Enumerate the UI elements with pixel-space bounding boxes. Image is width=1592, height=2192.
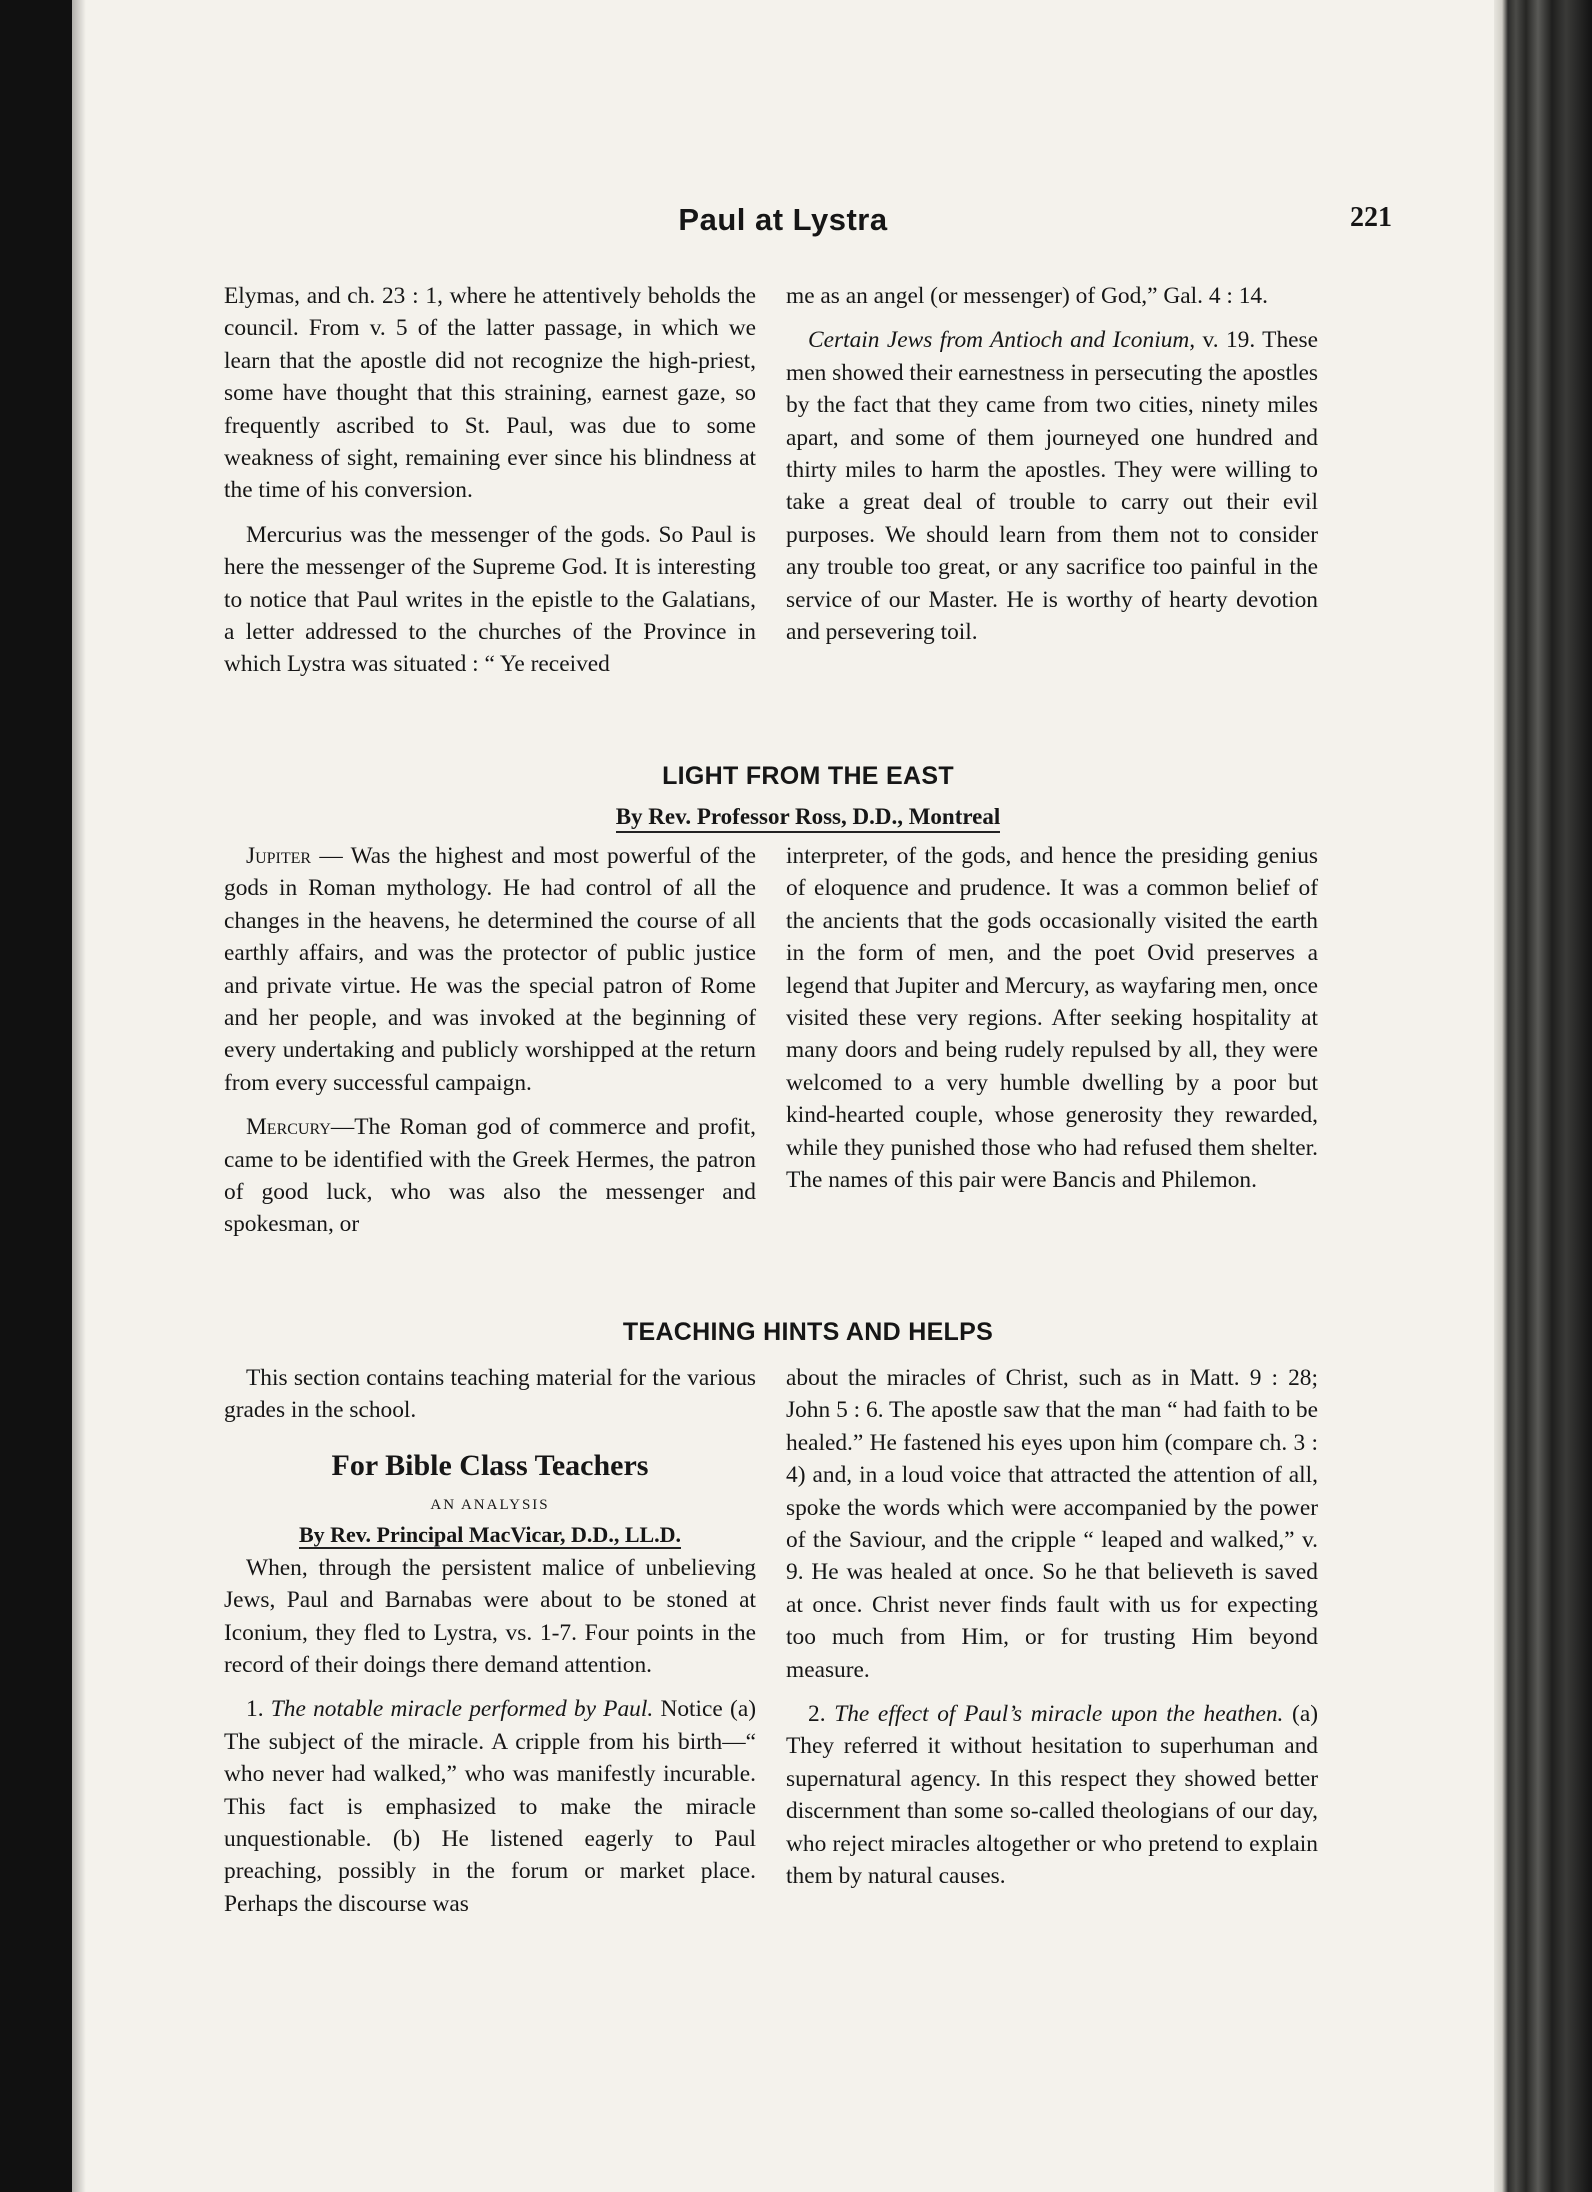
analysis-label: AN ANALYSIS	[430, 1496, 550, 1513]
point-number: 1.	[246, 1696, 271, 1723]
byline-macvicar	[224, 1522, 756, 1548]
sub-heading-bible-class: For Bible Class Teachers	[331, 1448, 649, 1482]
italic-lead: Certain Jews from Antioch and Iconium,	[808, 327, 1196, 354]
italic-lead: The notable miracle performed by Paul.	[270, 1696, 654, 1723]
paragraph-jupiter	[224, 840, 756, 1099]
running-header	[72, 202, 1494, 242]
term-jupiter: Jupiter	[246, 843, 312, 869]
italic-lead: The effect of Paul’s miracle upon the heathen.	[834, 1701, 1284, 1728]
paragraph: Mercurius was the messenger of the gods. So Paul is here the messenger of the Supreme God. It is interesting to notice that Paul writes in the epistle to the Galatians, a letter addressed to the churches of the Province in which Lystra was situated : “ Ye received	[224, 521, 756, 678]
paragraph: me as an angel (or messenger) of God,” Gal. 4 : 14.	[786, 283, 1268, 309]
byline-text: By Rev. Principal MacVicar, D.D., LL.D.	[298, 1521, 682, 1547]
paragraph-point-1	[224, 1693, 756, 1920]
teaching-right-column	[786, 1362, 1318, 1893]
light-right-column	[786, 840, 1318, 1196]
top-left-column	[224, 280, 756, 681]
page-title: Paul at Lystra	[678, 202, 888, 237]
gutter-shadow	[72, 0, 86, 2192]
section-heading-light-from-the-east: LIGHT FROM THE EAST	[662, 762, 954, 790]
paragraph: about the miracles of Christ, such as in Matt. 9 : 28; John 5 : 6. The apostle saw that the man “ had faith to be healed.” He fastened his eyes upon him (compare ch. 3 : 4) and, in a loud voice that attracted the attention of all, spoke the words which were accompanied by the power of the Saviour, and the cripple “ leaped and walked,” v. 9. He was healed at once. So he that believeth is saved at once. Christ never finds fault with us for expecting too much from Him, or for trusting Him beyond measure.	[786, 1365, 1318, 1683]
paragraph-mercury	[224, 1111, 756, 1241]
paragraph: interpreter, of the gods, and hence the presiding genius of eloquence and prudence. It was a common belief of the ancients that the gods occasionally visited the earth in the form of men, and the poet Ovid preserves a legend that Jupiter and Mercury, as wayfaring men, once visited these very regions. After seeking hospitality at many doors and being rudely repulsed by all, they were welcomed to a very humble dwelling by a poor but kind-hearted couple, whose generosity they rewarded, while they punished those who had refused them shelter. The names of this pair were Bancis and Philemon.	[786, 843, 1318, 1194]
section-heading-teaching-hints: TEACHING HINTS AND HELPS	[622, 1318, 994, 1346]
byline-ross	[224, 804, 1392, 830]
book-page	[72, 0, 1494, 2192]
paragraph	[786, 324, 1318, 648]
page-number: 221	[1350, 202, 1392, 233]
paragraph-text: (a) They referred it without hesitation to superhuman and supernatural agency. In this respect they showed better discernment than some so-called theologians of our day, who reject miracles altogether or who pretend to explain them by natural causes.	[786, 1701, 1319, 1890]
light-left-column	[224, 840, 756, 1241]
paragraph-text: —The Roman god of commerce and profit, came to be identified with the Greek Hermes, the patron of good luck, who was also the messenger and spokesman, or	[224, 1114, 756, 1238]
paragraph-text: — Was the highest and most powerful of the gods in Roman mythology. He had control of all the changes in the heavens, he determined the course of all earthly affairs, and was the protector of public justice and private virtue. He was the special patron of Rome and her people, and was invoked at the beginning of every undertaking and publicly worshipped at the return from every successful campaign.	[224, 843, 756, 1096]
paragraph-point-2	[786, 1698, 1318, 1892]
teaching-left-column	[224, 1362, 756, 1920]
book-page-edges	[1494, 0, 1592, 2192]
paragraph-intro: This section contains teaching material for the various grades in the school.	[224, 1365, 756, 1424]
top-right-column	[786, 280, 1318, 648]
paragraph: Elymas, and ch. 23 : 1, where he attentively beholds the council. From v. 5 of the latter passage, in which we learn that the apostle did not recognize the high-priest, some have thought that this straining, earnest gaze, so frequently ascribed to St. Paul, was due to some weakness of sight, remaining ever since his blindness at the time of his conversion.	[224, 283, 756, 504]
scanner-background-left	[0, 0, 72, 2192]
point-number: 2.	[808, 1701, 835, 1728]
paragraph-text: v. 19. These men showed their earnestness in persecuting the apostles by the fact that they came from two cities, ninety miles apart, and some of them journeyed one hundred and thirty miles to harm the apostles. They were willing to take a great deal of trouble to carry out their evil purposes. We should learn from them not to consider any trouble too great, or any sacrifice too painful in the service of our Master. He is worthy of hearty devotion and persevering toil.	[786, 327, 1319, 646]
paragraph: When, through the persistent malice of unbelieving Jews, Paul and Barnabas were about to be stoned at Iconium, they fled to Lystra, vs. 1-7. Four points in the record of their doings there demand attention.	[224, 1554, 756, 1679]
term-mercury: Mercury	[246, 1114, 331, 1141]
byline-text: By Rev. Professor Ross, D.D., Montreal	[616, 804, 1001, 833]
paragraph-text: Notice (a) The subject of the miracle. A cripple from his birth—“ who never had walked,” who was manifestly incurable. This fact is emphasized to make the miracle unquestionable. (b) He listened eagerly to Paul preaching, possibly in the forum or market place. Perhaps the discourse was	[224, 1696, 757, 1917]
